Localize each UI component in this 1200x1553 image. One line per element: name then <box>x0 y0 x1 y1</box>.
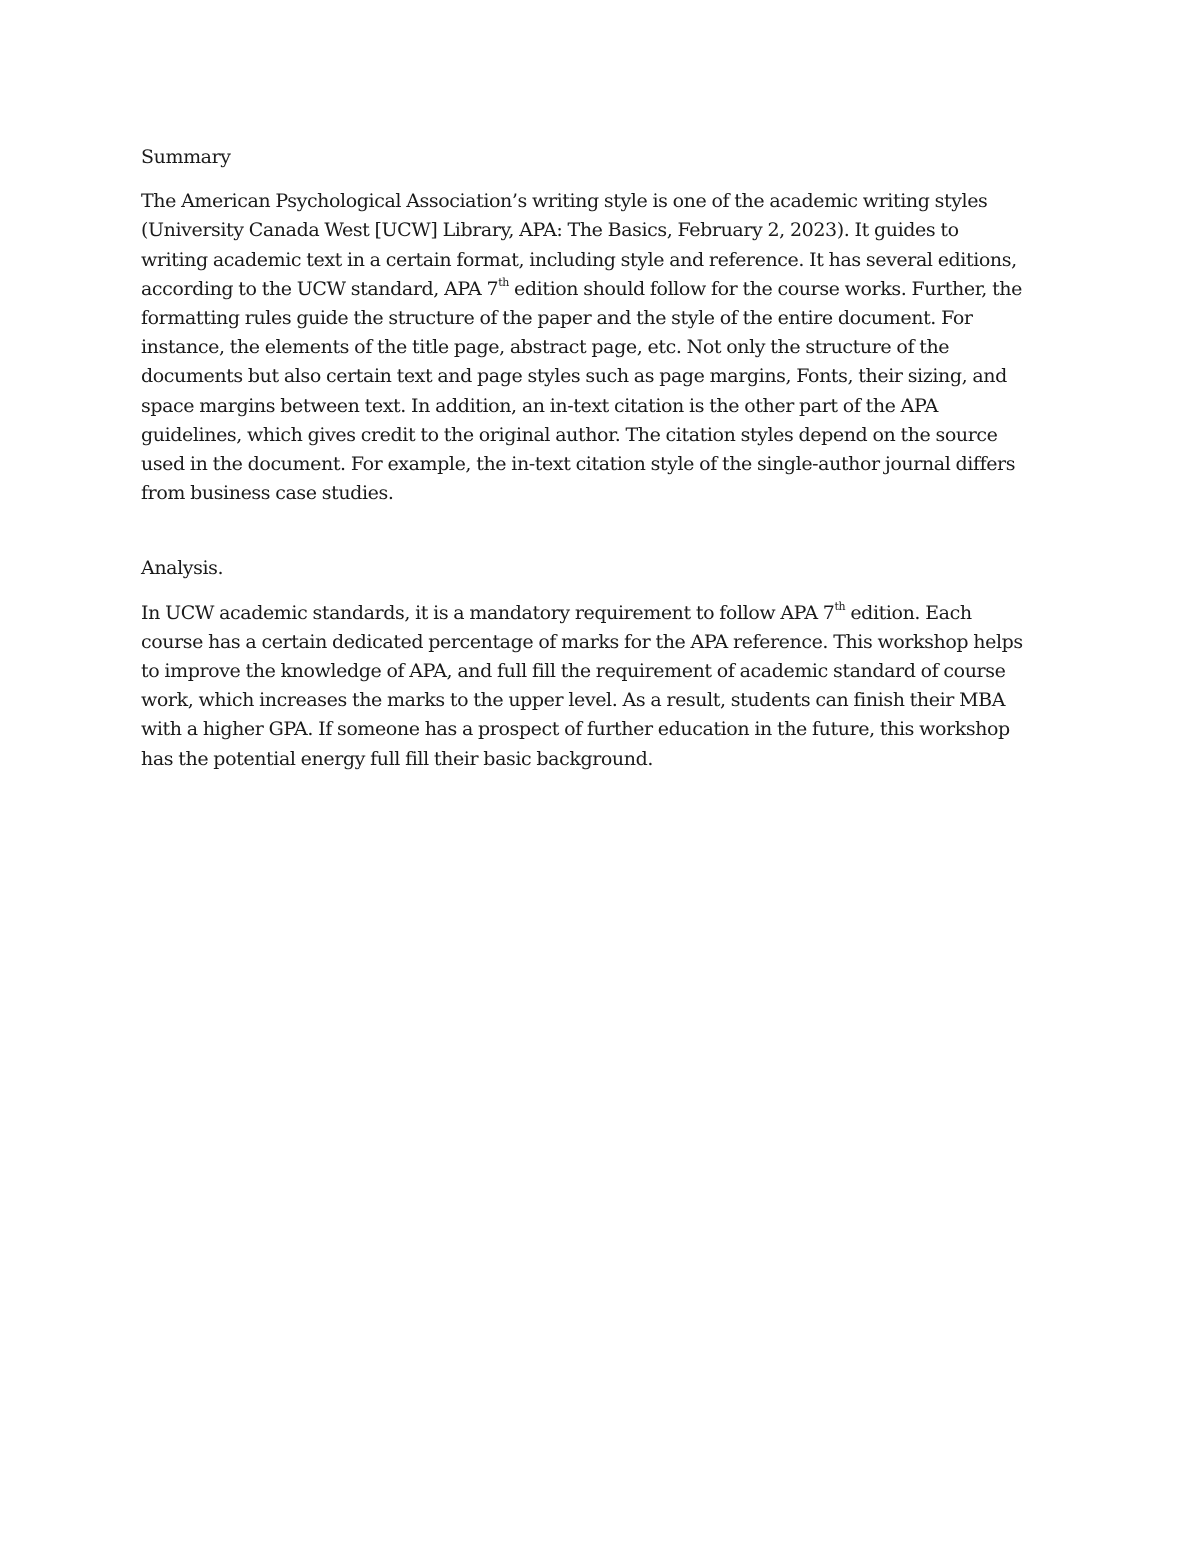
summary-heading: Summary <box>141 146 231 168</box>
text-line: writing academic text in a certain format, including style and reference. It has several editions, <box>141 248 1017 271</box>
text-line: guidelines, which gives credit to the original author. The citation styles depend on the source <box>141 423 998 446</box>
analysis-heading: Analysis. <box>141 557 224 580</box>
text-segment: edition should follow for the course works. Further, the <box>508 277 1022 300</box>
text-segment: In UCW academic standards, it is a mandatory requirement to follow APA 7 <box>141 601 835 624</box>
text-line <box>141 275 1061 304</box>
document-body <box>141 143 1061 774</box>
text-line <box>141 599 1061 628</box>
text-line: from business case studies. <box>141 482 394 505</box>
text-line: (University Canada West [UCW] Library, APA: The Basics, February 2, 2023). It guides to <box>141 219 959 242</box>
text-line: used in the document. For example, the in-text citation style of the single-author journal differs <box>141 453 1016 476</box>
text-line: has the potential energy full fill their basic background. <box>141 747 654 770</box>
text-line: space margins between text. In addition, an in-text citation is the other part of the APA <box>141 394 938 417</box>
text-line: to improve the knowledge of APA, and full fill the requirement of academic standard of course <box>141 660 1006 683</box>
text-segment: edition. Each <box>845 601 972 624</box>
text-line: formatting rules guide the structure of the paper and the style of the entire document. For <box>141 307 973 330</box>
section-spacer <box>141 508 1061 554</box>
text-line: work, which increases the marks to the upper level. As a result, students can finish their MBA <box>141 689 1006 712</box>
text-line: instance, the elements of the title page, abstract page, etc. Not only the structure of the <box>141 336 950 359</box>
ordinal-superscript: th <box>834 600 846 614</box>
text-line: course has a certain dedicated percentage of marks for the APA reference. This workshop helps <box>141 630 1023 653</box>
analysis-paragraph <box>141 599 1061 774</box>
ordinal-superscript: th <box>498 276 509 290</box>
text-segment: according to the UCW standard, APA 7 <box>141 277 499 300</box>
text-line: with a higher GPA. If someone has a prospect of further education in the future, this workshop <box>141 718 1010 741</box>
text-line: The American Psychological Association’s writing style is one of the academic writing styles <box>141 190 988 213</box>
summary-paragraph <box>141 187 1061 508</box>
text-line: documents but also certain text and page styles such as page margins, Fonts, their sizing, and <box>141 365 1007 388</box>
